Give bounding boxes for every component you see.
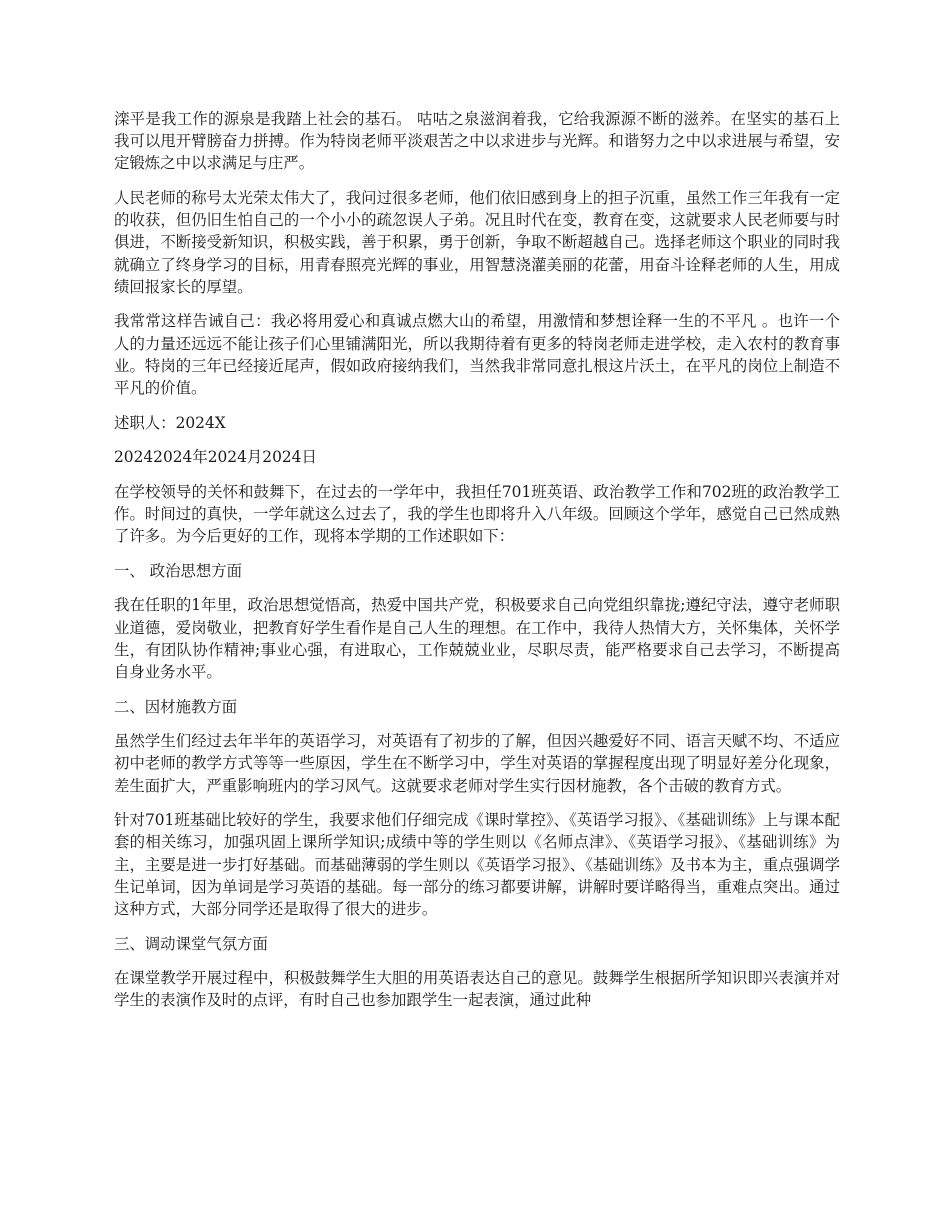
paragraph-teacher-title: 人民老师的称号太光荣太伟大了，我问过很多老师，他们依旧感到身上的担子沉重，虽然工作三年我有一定的收获，但仍旧生怕自己的一个小小的疏忽误人子弟。况且时代在变，教育在变，这就要求人民老师要与时俱进，不断接受新知识，积极实践，善于积累，勇于创新，争取不断超越自己。选择老师这个职业的同时我就确立了终身学习的目标，用青春照亮光辉的事业，用智慧浇灌美丽的花蕾，用奋斗诠释老师的人生，用成绩回报家长的厚望。 <box>114 189 840 296</box>
reporter-signature: 述职人：2024X <box>114 413 226 432</box>
report-date: 20242024年2024月2024日 <box>114 448 317 467</box>
paragraph-teaching-1: 虽然学生们经过去年半年的英语学习，对英语有了初步的了解，但因兴趣爱好不同、语言天赋不均、不适应初中老师的教学方式等等一些原因，学生在不断学习中，学生对英语的掌握程度出现了明显好差分化现象，差生面扩大，严重影响班内的学习风气。这就要求老师对学生实行因材施教，各个击破的教育方式。 <box>114 732 840 795</box>
section-heading-classroom: 三、调动课堂气氛方面 <box>114 934 268 953</box>
paragraph-school-year: 在学校领导的关怀和鼓舞下，在过去的一学年中，我担任701班英语、政治教学工作和702班的政治教学工作。时间过的真快，一学年就这么过去了，我的学生也即将升入八年级。回顾这个学年，感觉自己已然成熟了许多。为今后更好的工作，现将本学期的工作述职如下： <box>114 482 840 546</box>
paragraph-classroom: 在课堂教学开展过程中，积极鼓舞学生大胆的用英语表达自己的意见。鼓舞学生根据所学知识即兴表演并对学生的表演作及时的点评，有时自己也参加跟学生一起表演，通过此种 <box>114 969 840 1010</box>
paragraph-teaching-2: 针对701班基础比较好的学生，我要求他们仔细完成《课时掌控》、《英语学习报》、《基础训练》上与课本配套的相关练习，加强巩固上课所学知识;成绩中等的学生则以《名师点津》、《英语学习报》、《基础训练》为主，主要是进一步打好基础。而基础薄弱的学生则以《英语学习报》、《基础训练》及书本为主，重点强调学生记单词，因为单词是学习英语的基础。每一部分的练习都要讲解，讲解时要详略得当，重难点突出。通过这种方式，大部分同学还是取得了很大的进步。 <box>114 811 840 918</box>
section-heading-teaching: 二、因材施教方面 <box>114 697 238 716</box>
document-body <box>114 108 840 1024</box>
section-heading-politics: 一、 政治思想方面 <box>114 561 243 580</box>
paragraph-intro: 滦平是我工作的源泉是我踏上社会的基石。 咕咕之泉滋润着我，它给我源源不断的滋养。在坚实的基石上我可以甩开臂膀奋力拼搏。作为特岗老师平淡艰苦之中以求进步与光辉。和谐努力之中以求进展与希望，安定锻炼之中以求满足与庄严。 <box>114 110 840 173</box>
paragraph-self-advice: 我常常这样告诫自己：我必将用爱心和真诚点燃大山的希望，用激情和梦想诠释一生的不平凡 。也许一个人的力量还远远不能让孩子们心里铺满阳光，所以我期待着有更多的特岗老师走进学校，走入农村的教育事业。特岗的三年已经接近尾声，假如政府接纳我们，当然我非常同意扎根这片沃土，在平凡的岗位上制造不平凡的价值。 <box>114 312 840 398</box>
paragraph-politics: 我在任职的1年里，政治思想觉悟高，热爱中国共产党，积极要求自己向党组织靠拢;遵纪守法，遵守老师职业道德，爱岗敬业，把教育好学生看作是自己人生的理想。在工作中，我待人热情大方，关怀集体，关怀学生，有团队协作精神;事业心强，有进取心，工作兢兢业业，尽职尽责，能严格要求自己去学习，不断提高自身业务水平。 <box>114 596 840 681</box>
